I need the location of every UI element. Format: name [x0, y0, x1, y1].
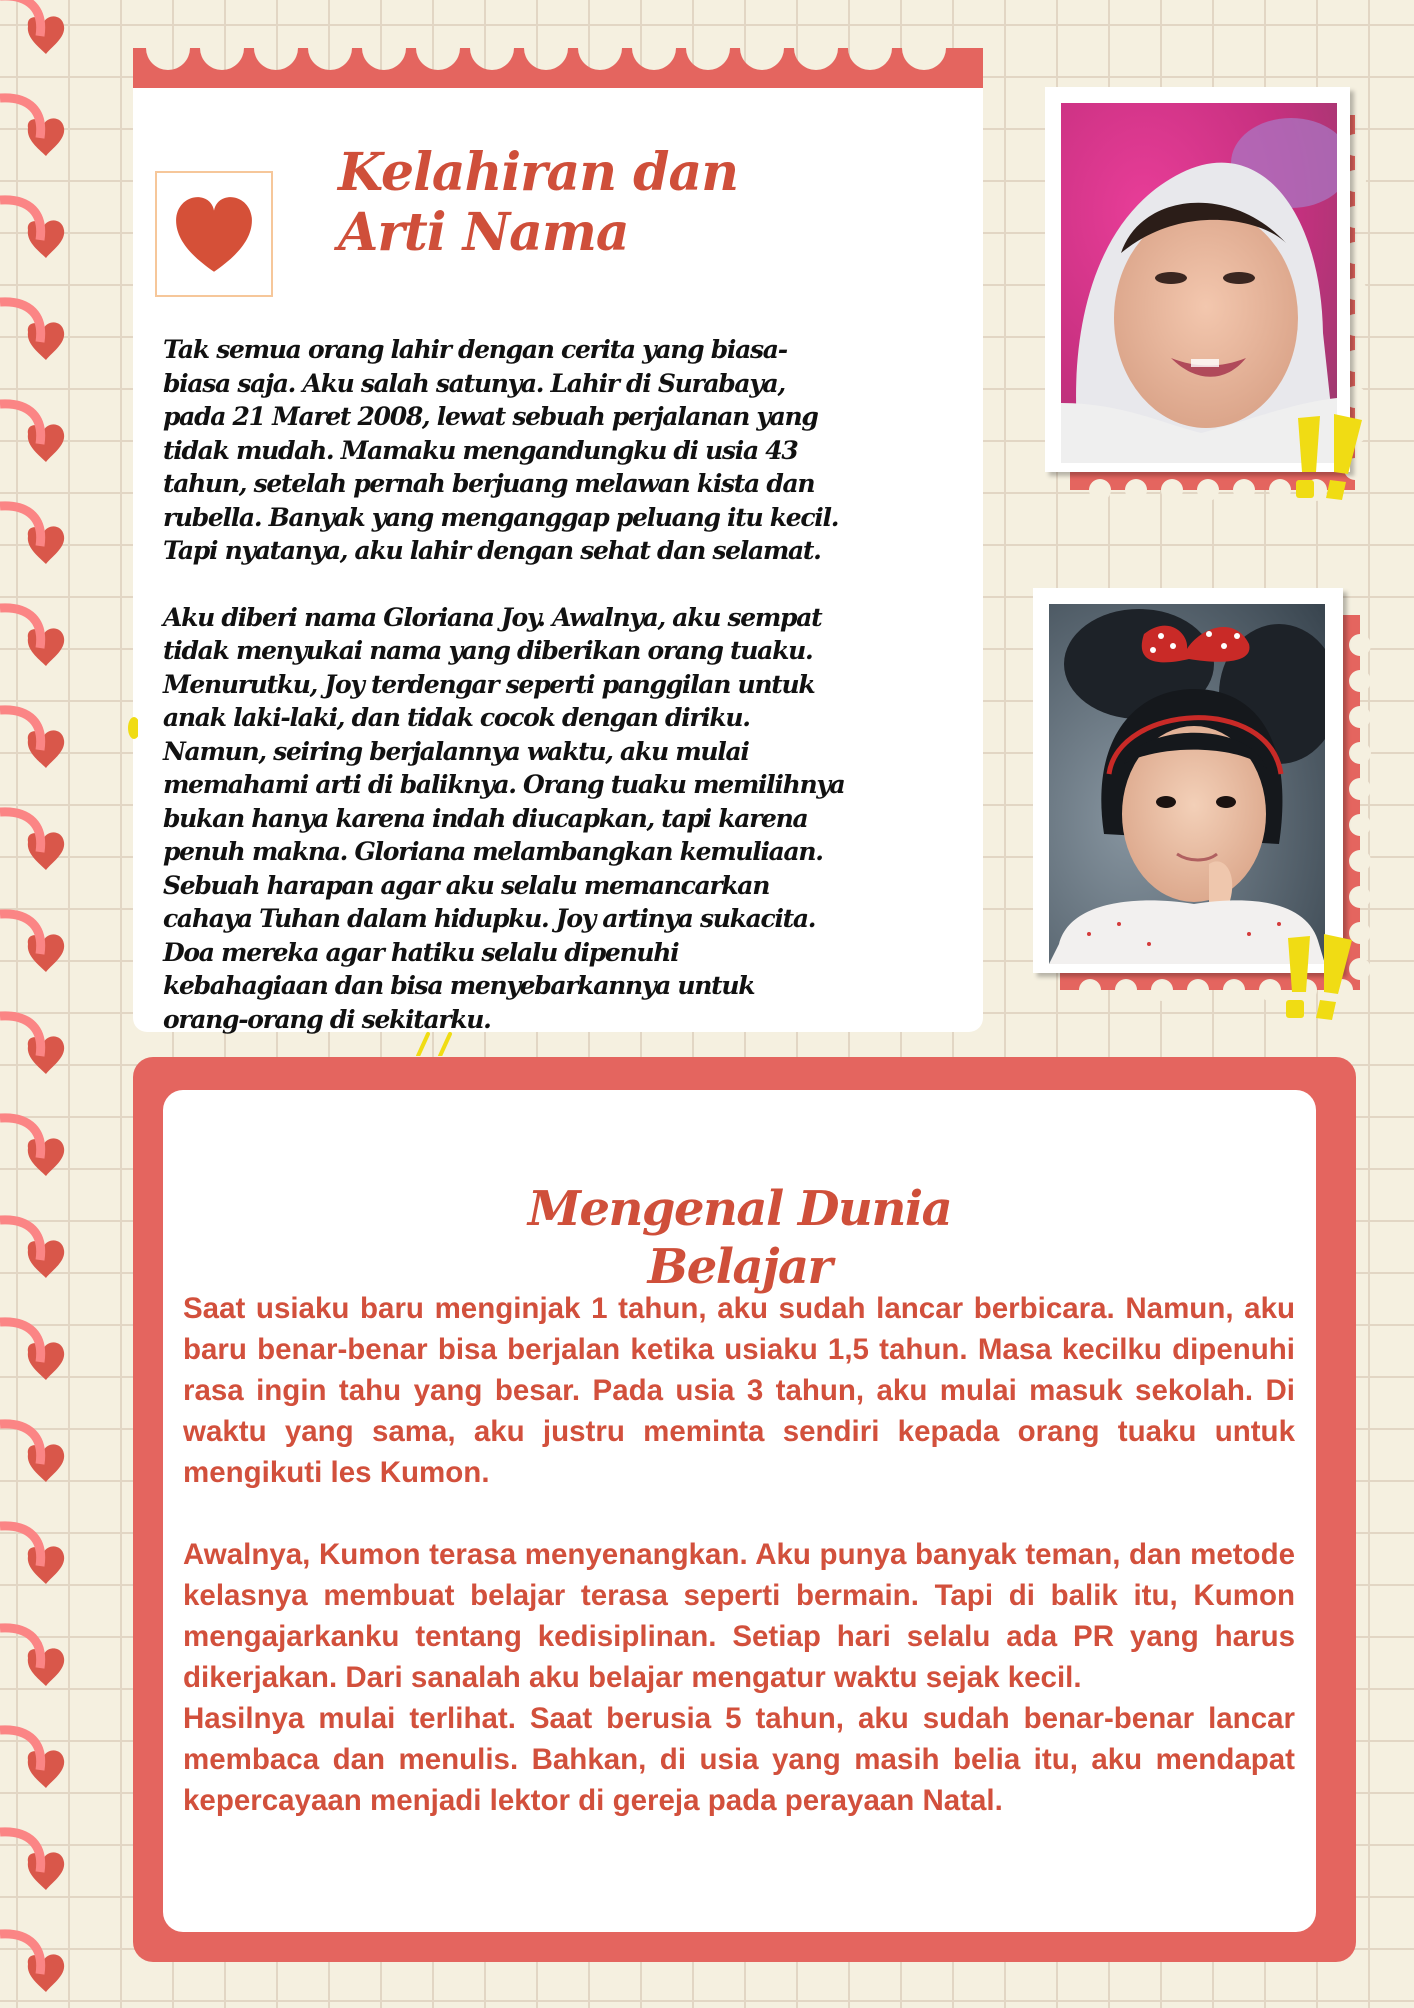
arrow-heart-icon — [0, 908, 80, 988]
arrow-heart-icon — [0, 194, 80, 274]
photo-frame — [1033, 588, 1343, 973]
stamp-hole — [1349, 634, 1371, 656]
heart-border — [0, 0, 80, 2000]
baby-photo-card — [1040, 85, 1400, 525]
arrow-heart-icon — [0, 1316, 80, 1396]
birth-paragraph: Tak semua orang lahir dengan cerita yang biasa- biasa saja. Aku salah satunya. Lahir di Surabaya, pada 21 Maret 2008, lewat sebuah perjalanan yang tidak mudah. Mamaku mengandungku di usia 43 tahun, setelah pernah berjuang melawan kista dan rubella. Banyak yang menganggap peluang itu kecil. Tapi nyatanya, aku lahir dengan sehat dan selamat. — [163, 335, 839, 565]
stamp-hole — [1233, 479, 1255, 501]
toddler-photo-card — [1030, 585, 1400, 1025]
birth-section-title — [338, 143, 938, 263]
arrow-heart-icon — [0, 1520, 80, 1600]
learning-section-card — [133, 1057, 1356, 1962]
birth-story — [163, 333, 963, 1036]
stamp-hole — [1349, 670, 1371, 692]
learning-paragraph: Saat usiaku baru menginjak 1 tahun, aku sudah lancar berbicara. Namun, aku baru benar-benar bisa berjalan ketika usiaku 1,5 tahun. Masa kecilku dipenuhi rasa ingin tahu yang besar. Pada usia 3 tahun, aku mulai masuk sekolah. Di waktu yang sama, aku justru meminta sendiri kepada orang tuaku untuk mengikuti les Kumon. — [183, 1292, 1295, 1489]
exclamation-icon — [1280, 930, 1360, 1030]
stamp-hole — [1079, 979, 1101, 1001]
learning-section-body — [163, 1090, 1316, 1932]
exclamation-icon — [1290, 410, 1370, 510]
stamp-hole — [1187, 979, 1209, 1001]
arrow-heart-icon — [0, 1214, 80, 1294]
stamp-hole — [1089, 479, 1111, 501]
arrow-heart-icon — [0, 1928, 80, 2008]
title-line: Mengenal Dunia — [527, 1181, 952, 1237]
stamp-hole — [1115, 979, 1137, 1001]
name-meaning-paragraph: Aku diberi nama Gloriana Joy. Awalnya, aku sempat tidak menyukai nama yang diberikan orang tuaku. Menurutku, Joy terdengar seperti panggilan untuk anak laki-laki, dan tidak cocok dengan diriku. Namun, seiring berjalannya waktu, aku mulai memahami arti di baliknya. Orang tuaku memilihnya bukan hanya karena indah diucapkan, tapi karena penuh makna. Gloriana melambangkan kemuliaan. Sebuah harapan agar aku selalu memancarkan cahaya Tuhan dalam hidupku. Joy artinya sukacita. Doa mereka agar hatiku selalu dipenuhi kebahagiaan dan bisa menyebarkannya untuk orang-orang di sekitarku. — [163, 602, 845, 1034]
yellow-dash-icon — [410, 1030, 470, 1056]
arrow-heart-icon — [0, 0, 80, 70]
arrow-heart-icon — [0, 602, 80, 682]
stamp-hole — [1197, 479, 1219, 501]
arrow-heart-icon — [0, 806, 80, 886]
stamp-hole — [1269, 479, 1291, 501]
learning-section-title — [163, 1180, 1316, 1296]
stamp-hole — [1151, 979, 1173, 1001]
arrow-heart-icon — [0, 296, 80, 376]
learning-story — [183, 1288, 1295, 1821]
stamp-hole — [1349, 850, 1371, 872]
title-line: Belajar — [647, 1239, 832, 1295]
learning-paragraph: Awalnya, Kumon terasa menyenangkan. Aku punya banyak teman, dan metode kelasnya membuat belajar terasa seperti bermain. Tapi di balik itu, Kumon mengajarkanku tentang kedisiplinan. Setiap hari selalu ada PR yang harus dikerjakan. Dari sanalah aku belajar mengatur waktu sejak kecil. — [183, 1538, 1295, 1694]
learning-paragraph: Hasilnya mulai terlihat. Saat berusia 5 tahun, aku sudah benar-benar lancar membaca dan menulis. Bahkan, di usia yang masih belia itu, aku mendapat kepercayaan menjadi lektor di gereja pada perayaan Natal. — [183, 1702, 1295, 1817]
scallop-edge — [133, 48, 983, 88]
arrow-heart-icon — [0, 92, 80, 172]
title-line: Kelahiran dan — [338, 142, 739, 203]
birth-section-body — [133, 88, 983, 1032]
stamp-hole — [1349, 778, 1371, 800]
stamp-hole — [1349, 742, 1371, 764]
arrow-heart-icon — [0, 1826, 80, 1906]
arrow-heart-icon — [0, 704, 80, 784]
heart-icon-box — [155, 171, 273, 297]
stamp-hole — [1349, 886, 1371, 908]
stamp-hole — [1125, 479, 1147, 501]
baby-photo — [1061, 103, 1337, 463]
arrow-heart-icon — [0, 500, 80, 580]
toddler-photo — [1049, 604, 1325, 964]
stamp-hole — [1259, 979, 1281, 1001]
arrow-heart-icon — [0, 1112, 80, 1192]
arrow-heart-icon — [0, 1724, 80, 1804]
stamp-hole — [1161, 479, 1183, 501]
heart-icon — [169, 189, 259, 279]
arrow-heart-icon — [0, 1622, 80, 1702]
arrow-heart-icon — [0, 398, 80, 478]
yellow-accent — [124, 714, 138, 742]
birth-section-card — [133, 48, 983, 1032]
stamp-hole — [1223, 979, 1245, 1001]
stamp-hole — [1349, 814, 1371, 836]
title-line: Arti Nama — [338, 202, 629, 263]
arrow-heart-icon — [0, 1010, 80, 1090]
arrow-heart-icon — [0, 1418, 80, 1498]
stamp-hole — [1349, 706, 1371, 728]
